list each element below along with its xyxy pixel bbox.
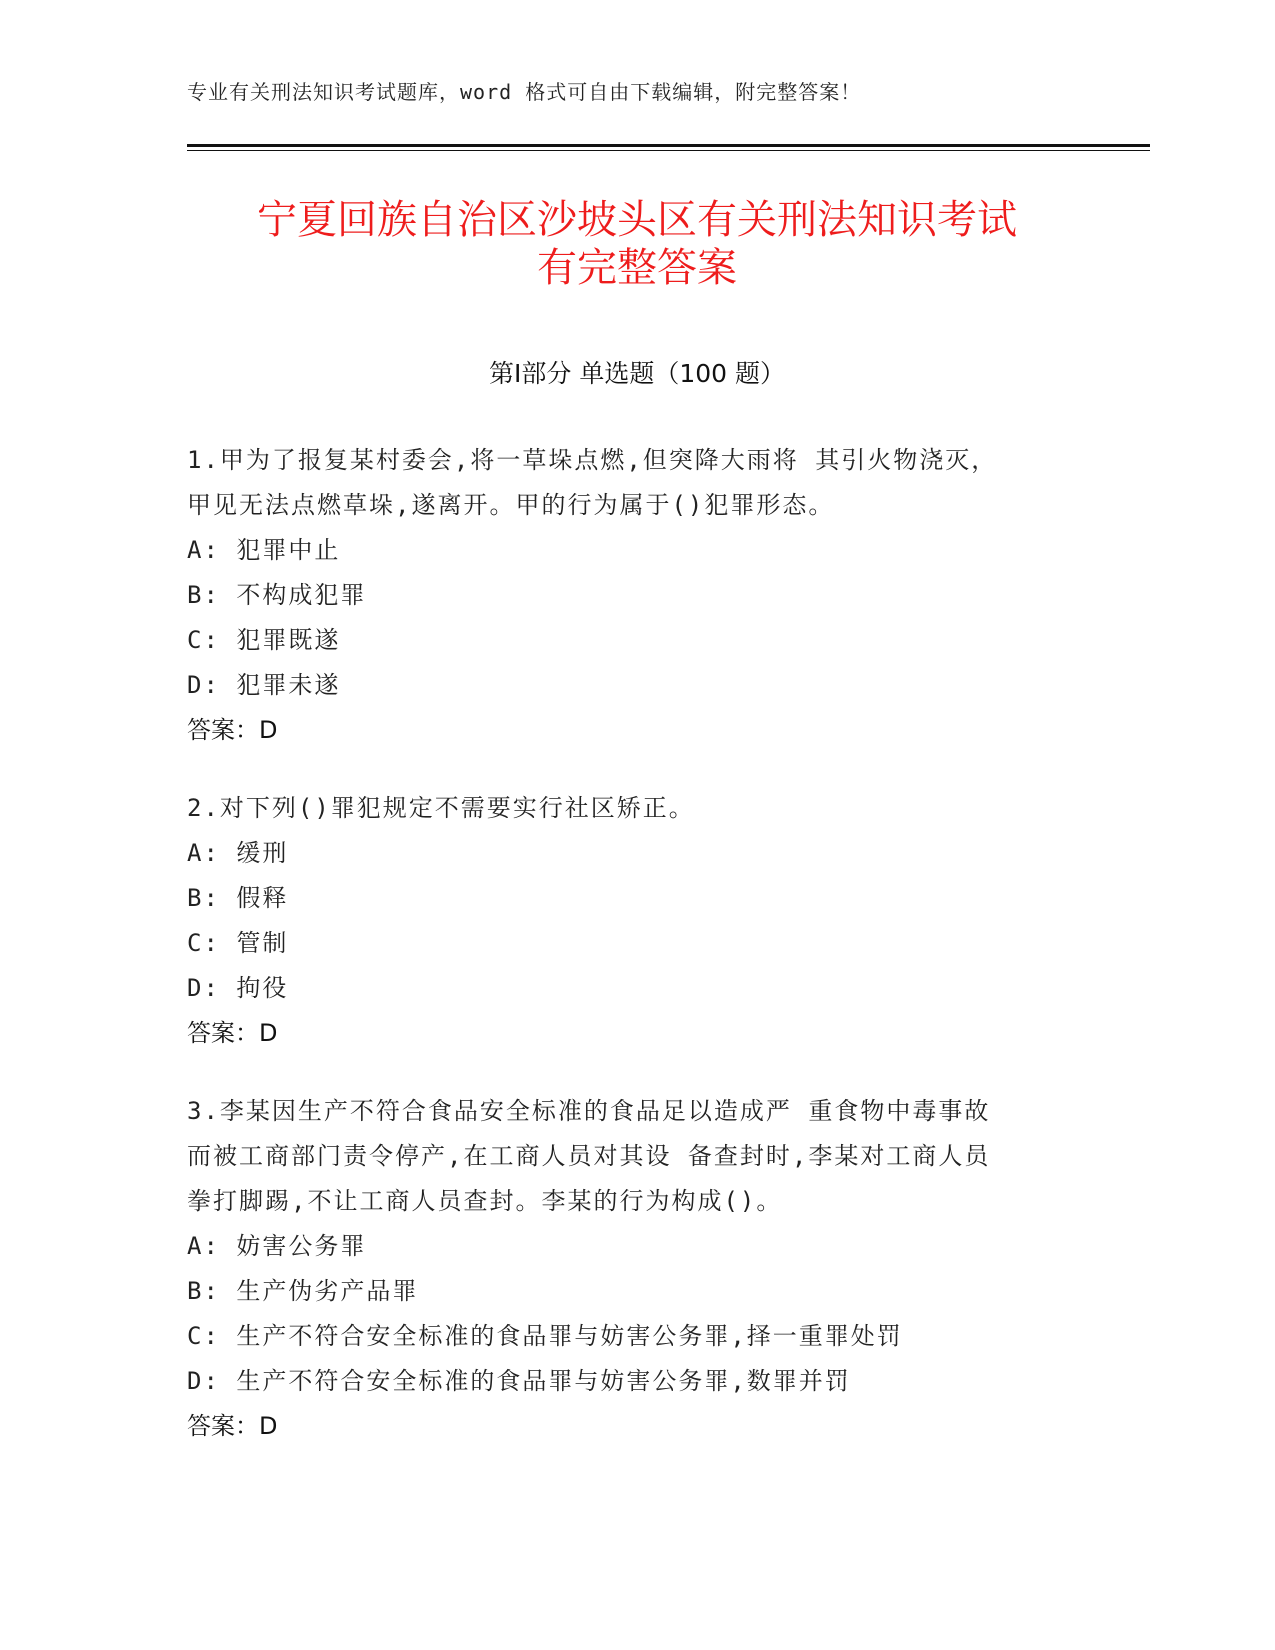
question-stem-line: 而被工商部门责令停产,在工商人员对其设 备查封时,李某对工商人员 [187, 1142, 991, 1170]
answer: 答案：D [187, 1412, 278, 1440]
option-c: C: 管制 [187, 929, 289, 957]
option-b: B: 假释 [187, 884, 289, 912]
title-line-1: 宁夏回族自治区沙坡头区有关刑法知识考试 [257, 197, 1017, 243]
question-stem-line: 1.甲为了报复某村委会,将一草垛点燃,但突降大雨将 其引火物浇灭， [187, 446, 998, 474]
answer: 答案：D [187, 716, 278, 744]
option-c: C: 犯罪既遂 [187, 626, 341, 654]
question-stem-line: 拳打脚踢,不让工商人员查封。李某的行为构成()。 [187, 1187, 783, 1215]
option-c: C: 生产不符合安全标准的食品罪与妨害公务罪,择一重罪处罚 [187, 1322, 903, 1350]
question-2 [187, 786, 1087, 1056]
option-a: A: 缓刑 [187, 839, 289, 867]
question-1 [187, 438, 1087, 753]
question-list [187, 438, 1087, 1482]
header-rule-thick [187, 144, 1150, 147]
header-note: 专业有关刑法知识考试题库，word 格式可自由下载编辑，附完整答案！ [187, 80, 862, 104]
option-d: D: 犯罪未遂 [187, 671, 341, 699]
answer: 答案：D [187, 1019, 278, 1047]
question-stem-line: 甲见无法点燃草垛,遂离开。甲的行为属于()犯罪形态。 [187, 491, 835, 519]
option-d: D: 拘役 [187, 974, 289, 1002]
question-3 [187, 1089, 1087, 1449]
section-title: 第Ⅰ部分 单选题（100 题） [489, 359, 785, 388]
question-stem-line: 2.对下列()罪犯规定不需要实行社区矫正。 [187, 794, 695, 822]
title-line-2: 有完整答案 [537, 245, 737, 291]
option-a: A: 犯罪中止 [187, 536, 341, 564]
option-b: B: 生产伪劣产品罪 [187, 1277, 419, 1305]
header-rule-thin [187, 150, 1150, 151]
question-stem-line: 3.李某因生产不符合食品安全标准的食品足以造成严 重食物中毒事故 [187, 1097, 991, 1125]
option-d: D: 生产不符合安全标准的食品罪与妨害公务罪,数罪并罚 [187, 1367, 851, 1395]
option-b: B: 不构成犯罪 [187, 581, 367, 609]
option-a: A: 妨害公务罪 [187, 1232, 367, 1260]
document-title [137, 196, 1137, 292]
